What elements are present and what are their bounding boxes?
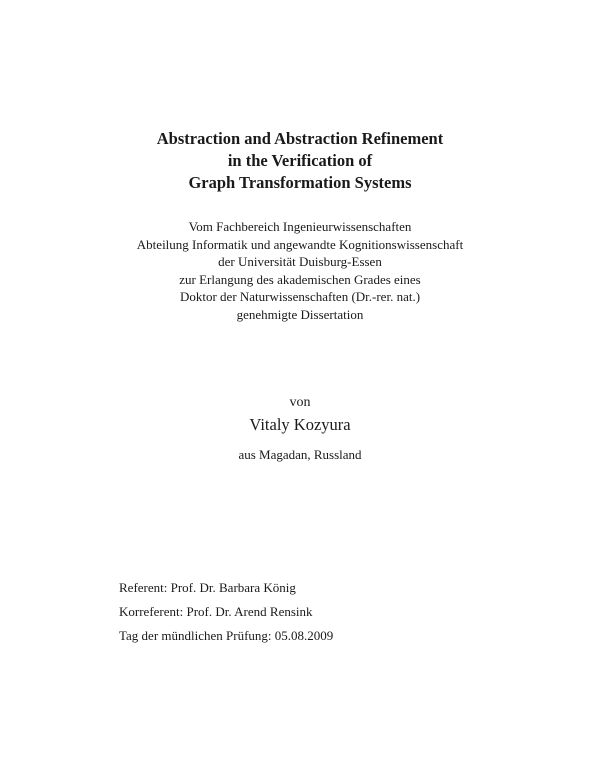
affiliation-line: zur Erlangung des akademischen Grades eines	[179, 271, 421, 287]
title-line: Abstraction and Abstraction Refinement	[156, 129, 444, 148]
referent-line: Referent: Prof. Dr. Barbara König	[119, 580, 296, 595]
committee-block	[119, 576, 333, 648]
affiliation-line: genehmigte Dissertation	[236, 306, 364, 322]
korreferent-line: Korreferent: Prof. Dr. Arend Rensink	[119, 604, 313, 619]
affiliation-block	[0, 218, 600, 323]
affiliation-line: Vom Fachbereich Ingenieurwissenschaften	[188, 219, 412, 234]
affiliation-line: Doktor der Naturwissenschaften (Dr.-rer. nat.)	[179, 289, 421, 304]
dissertation-title	[0, 128, 600, 194]
author-origin: aus Magadan, Russland	[238, 447, 362, 462]
title-line: Graph Transformation Systems	[188, 173, 412, 192]
affiliation-line: Abteilung Informatik und angewandte Kognitionswissenschaft	[136, 236, 464, 252]
exam-date-line: Tag der mündlichen Prüfung: 05.08.2009	[119, 628, 334, 643]
title-line: in the Verification of	[227, 151, 373, 170]
author-name: Vitaly Kozyura	[249, 415, 351, 434]
affiliation-line: der Universität Duisburg-Essen	[218, 254, 382, 269]
von-label: von	[289, 395, 311, 410]
